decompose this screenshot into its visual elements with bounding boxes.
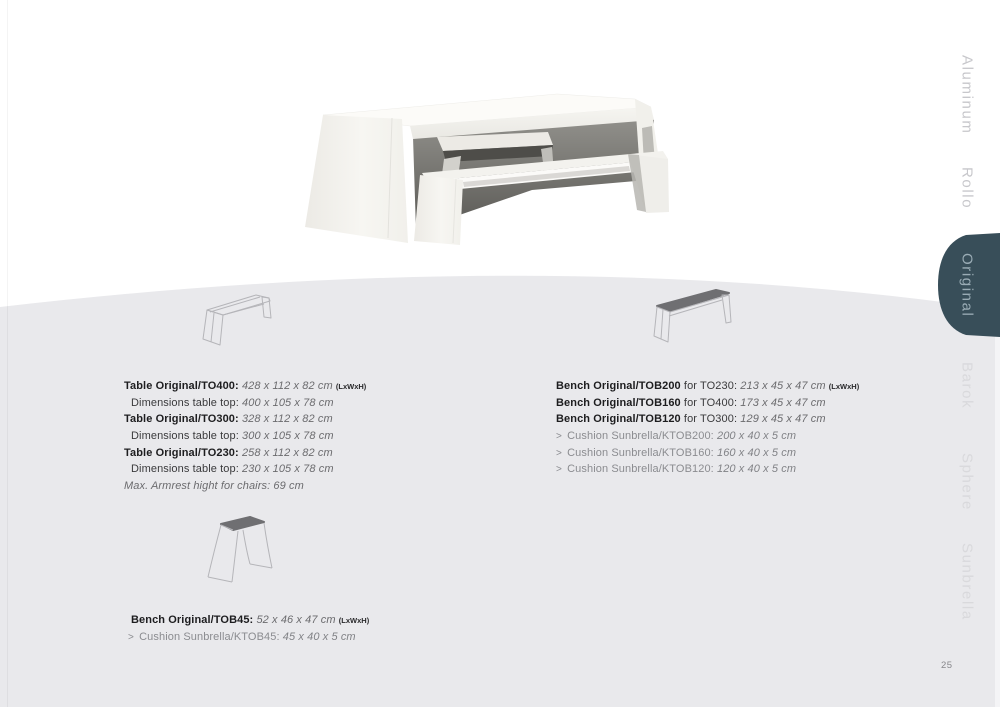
spec-value: 400 x 105 x 78 cm [242,396,334,409]
spec-for: for TO230: [683,380,738,392]
sidebar-tab-original[interactable] [938,233,1000,337]
spec-label: Dimensions table top: [131,430,239,443]
cushion-row [556,445,859,462]
spec-for: for TO400: [683,396,738,409]
spec-label: Table Original/TO230: [124,446,239,459]
chevron-right-icon: > [556,447,562,459]
cushion-value: 45 x 40 x 5 cm [282,630,356,643]
spec-value: 300 x 105 x 78 cm [242,430,334,443]
spec-row [124,411,366,428]
spec-label: Dimensions table top: [131,463,239,476]
spec-label: Dimensions table top: [131,396,239,409]
cushion-label: Cushion Sunbrella/KTOB160: [567,446,714,459]
cushion-label: Cushion Sunbrella/KTOB45: [139,630,280,643]
spec-row [124,378,366,395]
armrest-note: Max. Armrest hight for chairs: 69 cm [124,480,304,493]
bench-with-cushion-icon [650,280,746,352]
bench-specs-block [556,378,859,478]
chevron-right-icon: > [128,631,134,643]
spec-label: Table Original/TO400: [124,380,239,392]
spec-label: Table Original/TO300: [124,413,239,426]
spec-value: 129 x 45 x 47 cm [740,413,826,426]
chevron-right-icon: > [556,464,562,476]
table-and-benches-render-image [280,80,710,250]
spec-row [124,445,366,462]
spec-row [556,411,859,428]
spec-suffix: (LxWxH) [338,616,370,625]
chevron-right-icon: > [556,431,562,443]
spec-row [124,461,366,478]
cushion-value: 200 x 40 x 5 cm [716,430,797,443]
spec-for: for TO300: [683,413,738,426]
stool-with-cushion-icon [200,510,286,592]
page-number: 25 [941,660,953,671]
spec-label: Bench Original/TOB45: [131,614,254,626]
sidebar-tab-rollo[interactable]: Rollo [958,166,976,210]
spec-row [124,395,366,412]
spec-label: Bench Original/TOB200 [556,380,681,392]
page-right-edge [995,0,1000,707]
sidebar-tab-original-label: Original [958,252,976,318]
spec-suffix: (LxWxH) [828,382,860,391]
table-specs-block [124,378,366,495]
spec-value: 52 x 46 x 47 cm [256,614,336,626]
cushion-value: 120 x 40 x 5 cm [716,463,797,476]
cushion-value: 160 x 40 x 5 cm [716,446,797,459]
cushion-row [556,428,859,445]
sidebar-tab-aluminum[interactable]: Aluminum [958,55,976,135]
spec-value: 213 x 45 x 47 cm [740,380,826,392]
stool-specs-block [128,612,369,645]
spec-value: 173 x 45 x 47 cm [740,396,826,409]
sidebar-tab-sunbrella[interactable]: Sunbrella [958,543,976,621]
table-outline-icon [200,288,296,352]
page-left-edge [7,0,8,707]
sidebar-tab-barok[interactable]: Barok [958,362,976,410]
cushion-label: Cushion Sunbrella/KTOB120: [567,463,714,476]
spec-suffix: (LxWxH) [335,382,367,391]
spec-row [556,395,859,412]
spec-value: 428 x 112 x 82 cm [241,380,333,392]
cushion-row [128,629,369,646]
spec-value: 258 x 112 x 82 cm [241,446,333,459]
spec-row [128,612,369,629]
sidebar-tab-sphere[interactable]: Sphere [958,453,976,511]
spec-label: Bench Original/TOB120 [556,413,681,426]
cushion-row [556,461,859,478]
cushion-label: Cushion Sunbrella/KTOB200: [567,430,714,443]
spec-value: 328 x 112 x 82 cm [241,413,333,426]
spec-row [124,428,366,445]
spec-row [556,378,859,395]
spec-value: 230 x 105 x 78 cm [242,463,334,476]
spec-label: Bench Original/TOB160 [556,396,681,409]
